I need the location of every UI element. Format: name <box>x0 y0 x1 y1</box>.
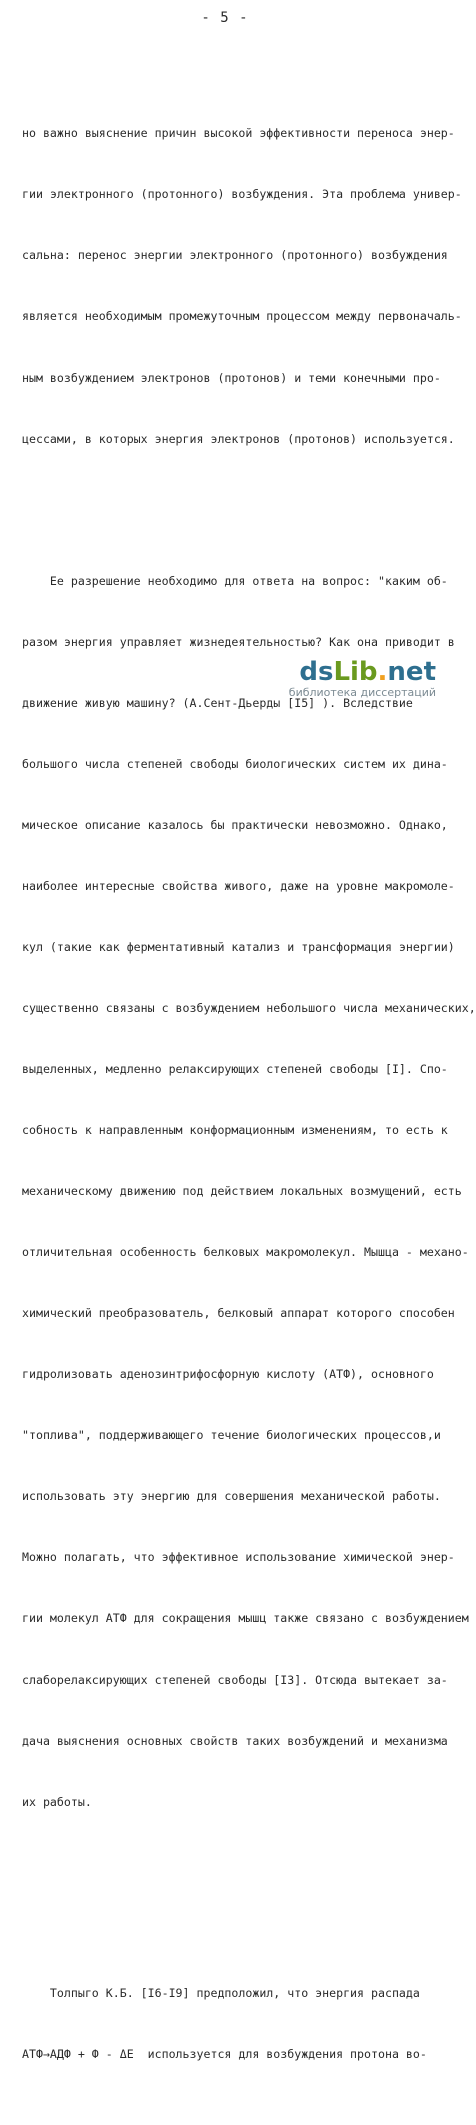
text-line: кул (такие как ферментативный катализ и трансформация энергии) <box>22 940 455 955</box>
text-line: собность к направленным конформационным изменениям, то есть к <box>22 1123 448 1138</box>
text-line: существенно связаны с возбуждением небольшого числа механических, <box>22 1001 476 1016</box>
document-body <box>22 42 476 2125</box>
dslib-logo: dsLib.net <box>299 657 436 687</box>
text-line: гии электронного (протонного) возбуждения. Эта проблема универ- <box>22 187 462 202</box>
text-line: дача выяснения основных свойств таких возбуждений и механизма <box>22 1733 448 1748</box>
text-line: механическому движению под действием локальных возмущений, есть <box>22 1184 462 1199</box>
text-line: Ее разрешение необходимо для ответа на вопрос: "каким об- <box>22 573 448 588</box>
text-line: гии молекул АТФ для сокращения мышц также связано с возбуждением <box>22 1611 469 1626</box>
text-line: ным возбуждением электронов (протонов) и теми конечными про- <box>22 370 441 385</box>
text-line: но важно выяснение причин высокой эффективности переноса энер- <box>22 126 455 141</box>
text-line: гидролизовать аденозинтрифосфорную кислоту (АТФ), основного <box>22 1367 434 1382</box>
watermark-subtitle: библиотека диссертаций <box>288 686 436 699</box>
text-line: является необходимым промежуточным процессом между первоначаль- <box>22 309 462 324</box>
site-watermark <box>289 658 436 699</box>
text-line: АТФ→АДФ + Ф - ΔЕ используется для возбуждения протона во- <box>22 2046 427 2061</box>
text-line: слаборелаксирующих степеней свободы [I3]. Отсюда вытекает за- <box>22 1672 448 1687</box>
text-line: использовать эту энергию для совершения механической работы. <box>22 1489 441 1504</box>
text-line: мическое описание казалось бы практически невозможно. Однако, <box>22 818 448 833</box>
text-line: движение живую машину? (А.Сент-Дьерды [I5] ). Вследствие <box>22 696 413 710</box>
text-line: большого числа степеней свободы биологических систем их дина- <box>22 757 448 772</box>
text-line: их работы. <box>22 1794 92 1809</box>
paragraph-1 <box>22 83 462 490</box>
page-number: - 5 - <box>201 10 249 26</box>
text-line: выделенных, медленно релаксирующих степеней свободы [I]. Спо- <box>22 1062 448 1077</box>
text-line: разом энергия управляет жизнедеятельностью? Как она приводит в <box>22 634 455 649</box>
paragraph-3 <box>22 1942 440 2105</box>
text-line: сальна: перенос энергии электронного (протонного) возбуждения <box>22 248 448 263</box>
text-line: "топлива", поддерживающего течение биологических процессов,и <box>22 1428 441 1443</box>
text-line: Можно полагать, что эффективное использование химической энер- <box>22 1550 455 1565</box>
text-line: химический преобразователь, белковый аппарат которого способен <box>22 1306 455 1321</box>
text-line: отличительная особенность белковых макромолекул. Мышца - механо- <box>22 1245 469 1260</box>
text-line: цессами, в которых энергия электронов (протонов) используется. <box>22 431 455 446</box>
paragraph-gap <box>22 1893 440 1901</box>
text-line: наиболее интересные свойства живого, даже на уровне макромоле- <box>22 879 455 894</box>
paragraph-2 <box>22 530 476 1852</box>
text-line: Толпыго К.Б. [I6-I9] предположил, что энергия распада <box>22 1985 420 2000</box>
